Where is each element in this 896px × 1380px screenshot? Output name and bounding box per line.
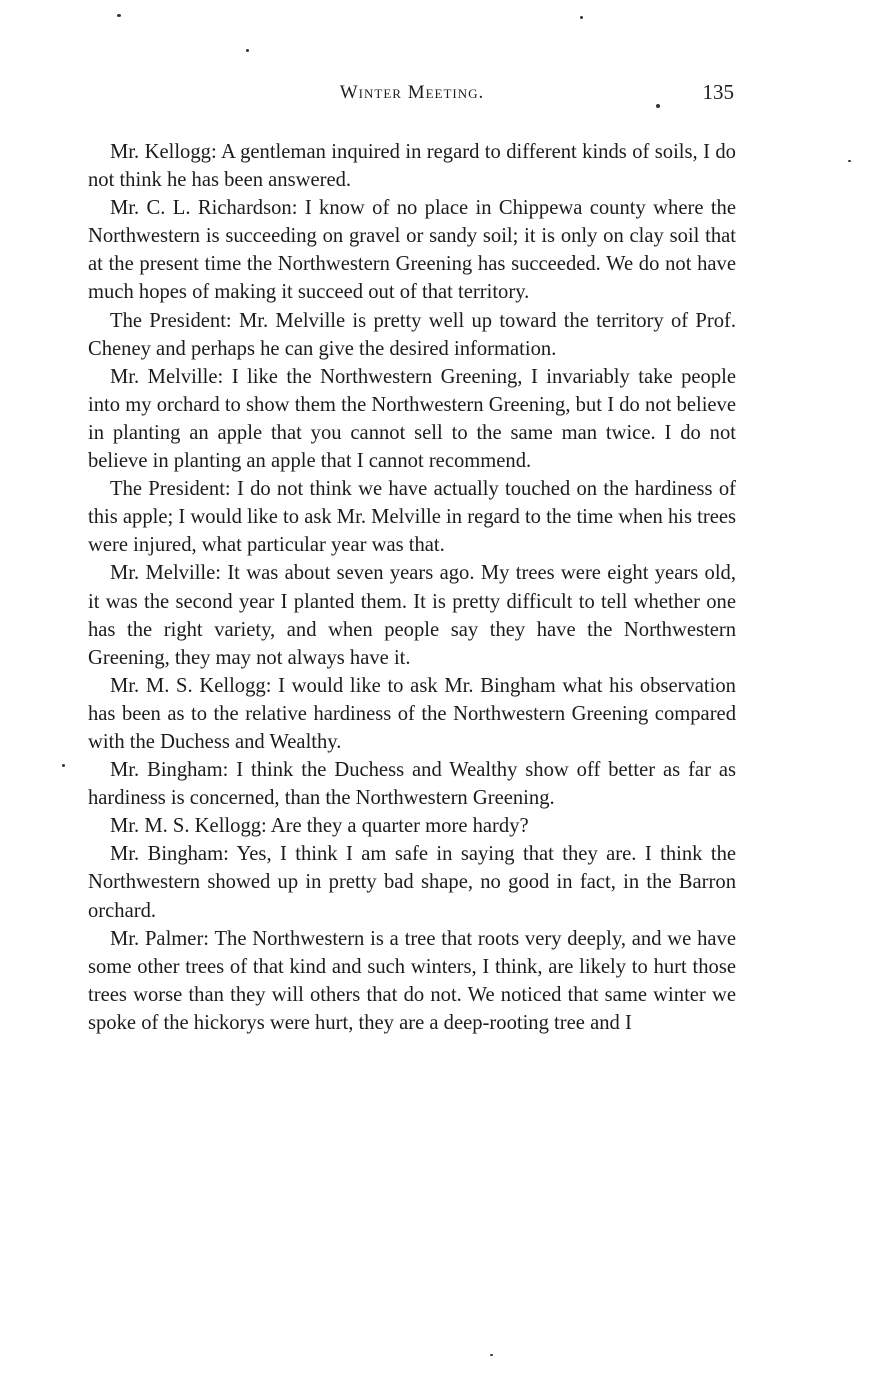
scan-speck <box>246 49 249 52</box>
paragraph <box>88 672 736 756</box>
page-number: 135 <box>702 80 734 104</box>
scan-speck <box>580 16 583 19</box>
paragraph <box>88 756 736 812</box>
scan-speck <box>62 764 65 767</box>
speaker-name: Mr. Bingham: <box>110 759 229 782</box>
speaker-name: Mr. M. S. Kellogg: <box>110 674 272 697</box>
paragraph <box>88 925 736 1037</box>
scan-speck <box>848 160 851 162</box>
speech-text: I do not think we have actually touched on the hardiness of this apple; I would like to ask Mr. Melville in regard to the time when his trees were injured, what particular year was that. <box>88 478 736 557</box>
paragraph <box>88 363 736 475</box>
speech-text: Are they a quarter more hardy? <box>270 815 529 838</box>
speech-text: A gentleman inquired in regard to different kinds of soils, I do not think he has been answered. <box>88 141 736 192</box>
paragraph <box>88 307 736 363</box>
paragraph <box>88 194 736 306</box>
speech-text: It was about seven years ago. My trees were eight years old, it was the second year I planted them. It is pretty difficult to tell whether one has the right variety, and when people say they have the Northwestern Greening, they may not always have it. <box>88 562 736 669</box>
speaker-name: Mr. Kellogg: <box>110 141 217 163</box>
speech-text: Yes, I think I am safe in saying that they are. I think the Northwestern showed up in pretty bad shape, no good in fact, in the Barron orchard. <box>88 843 737 922</box>
speech-text: I know of no place in Chippewa county where the Northwestern is succeeding on gravel or sandy soil; it is only on clay soil that at the present time the Northwestern Greening has succeeded. We do not have much hopes of making it succeed out of that territory. <box>88 197 736 304</box>
speech-text: Mr. Melville is pretty well up toward the territory of Prof. Cheney and perhaps he can give the desired information. <box>88 309 736 360</box>
body-text <box>88 138 736 1037</box>
speaker-name: Mr. Bingham: <box>110 843 229 866</box>
running-title: Winter Meeting. <box>339 82 485 103</box>
paragraph <box>88 138 736 194</box>
speaker-name: Mr. M. S. Kellogg: <box>110 815 267 838</box>
speaker-name: Mr. Melville: <box>110 365 224 388</box>
speaker-name: Mr. C. L. Richardson: <box>110 197 298 220</box>
scan-speck <box>117 14 121 17</box>
speaker-name: Mr. Palmer: <box>110 927 210 950</box>
paragraph <box>88 840 736 924</box>
paragraph <box>88 559 736 671</box>
speech-text: I like the Northwestern Greening, I invariably take people into my orchard to show them the Northwestern Greening, but I do not believe in planting an apple that you cannot sell to the same man twice. I do not believe in planting an apple that I cannot recommend. <box>88 365 736 473</box>
paragraph <box>88 475 736 559</box>
paragraph <box>88 812 736 840</box>
speaker-name: The President: <box>110 309 232 332</box>
scan-speck <box>490 1354 493 1356</box>
speech-text: The Northwestern is a tree that roots very deeply, and we have some other trees of that kind and such winters, I think, are likely to hurt those trees worse than they will others that do not. We noticed that same winter we spoke of the hickorys were hurt, they are a deep-rooting tree and I <box>88 927 736 1034</box>
speech-text: I would like to ask Mr. Bingham what his observation has been as to the relative hardiness of the Northwestern Greening compared with the Duchess and Wealthy. <box>88 674 736 753</box>
speech-text: I think the Duchess and Wealthy show off better as far as hardiness is concerned, than the Northwestern Greening. <box>88 759 736 810</box>
running-head <box>88 80 736 110</box>
speaker-name: The President: <box>110 478 231 501</box>
speaker-name: Mr. Melville: <box>110 562 221 585</box>
